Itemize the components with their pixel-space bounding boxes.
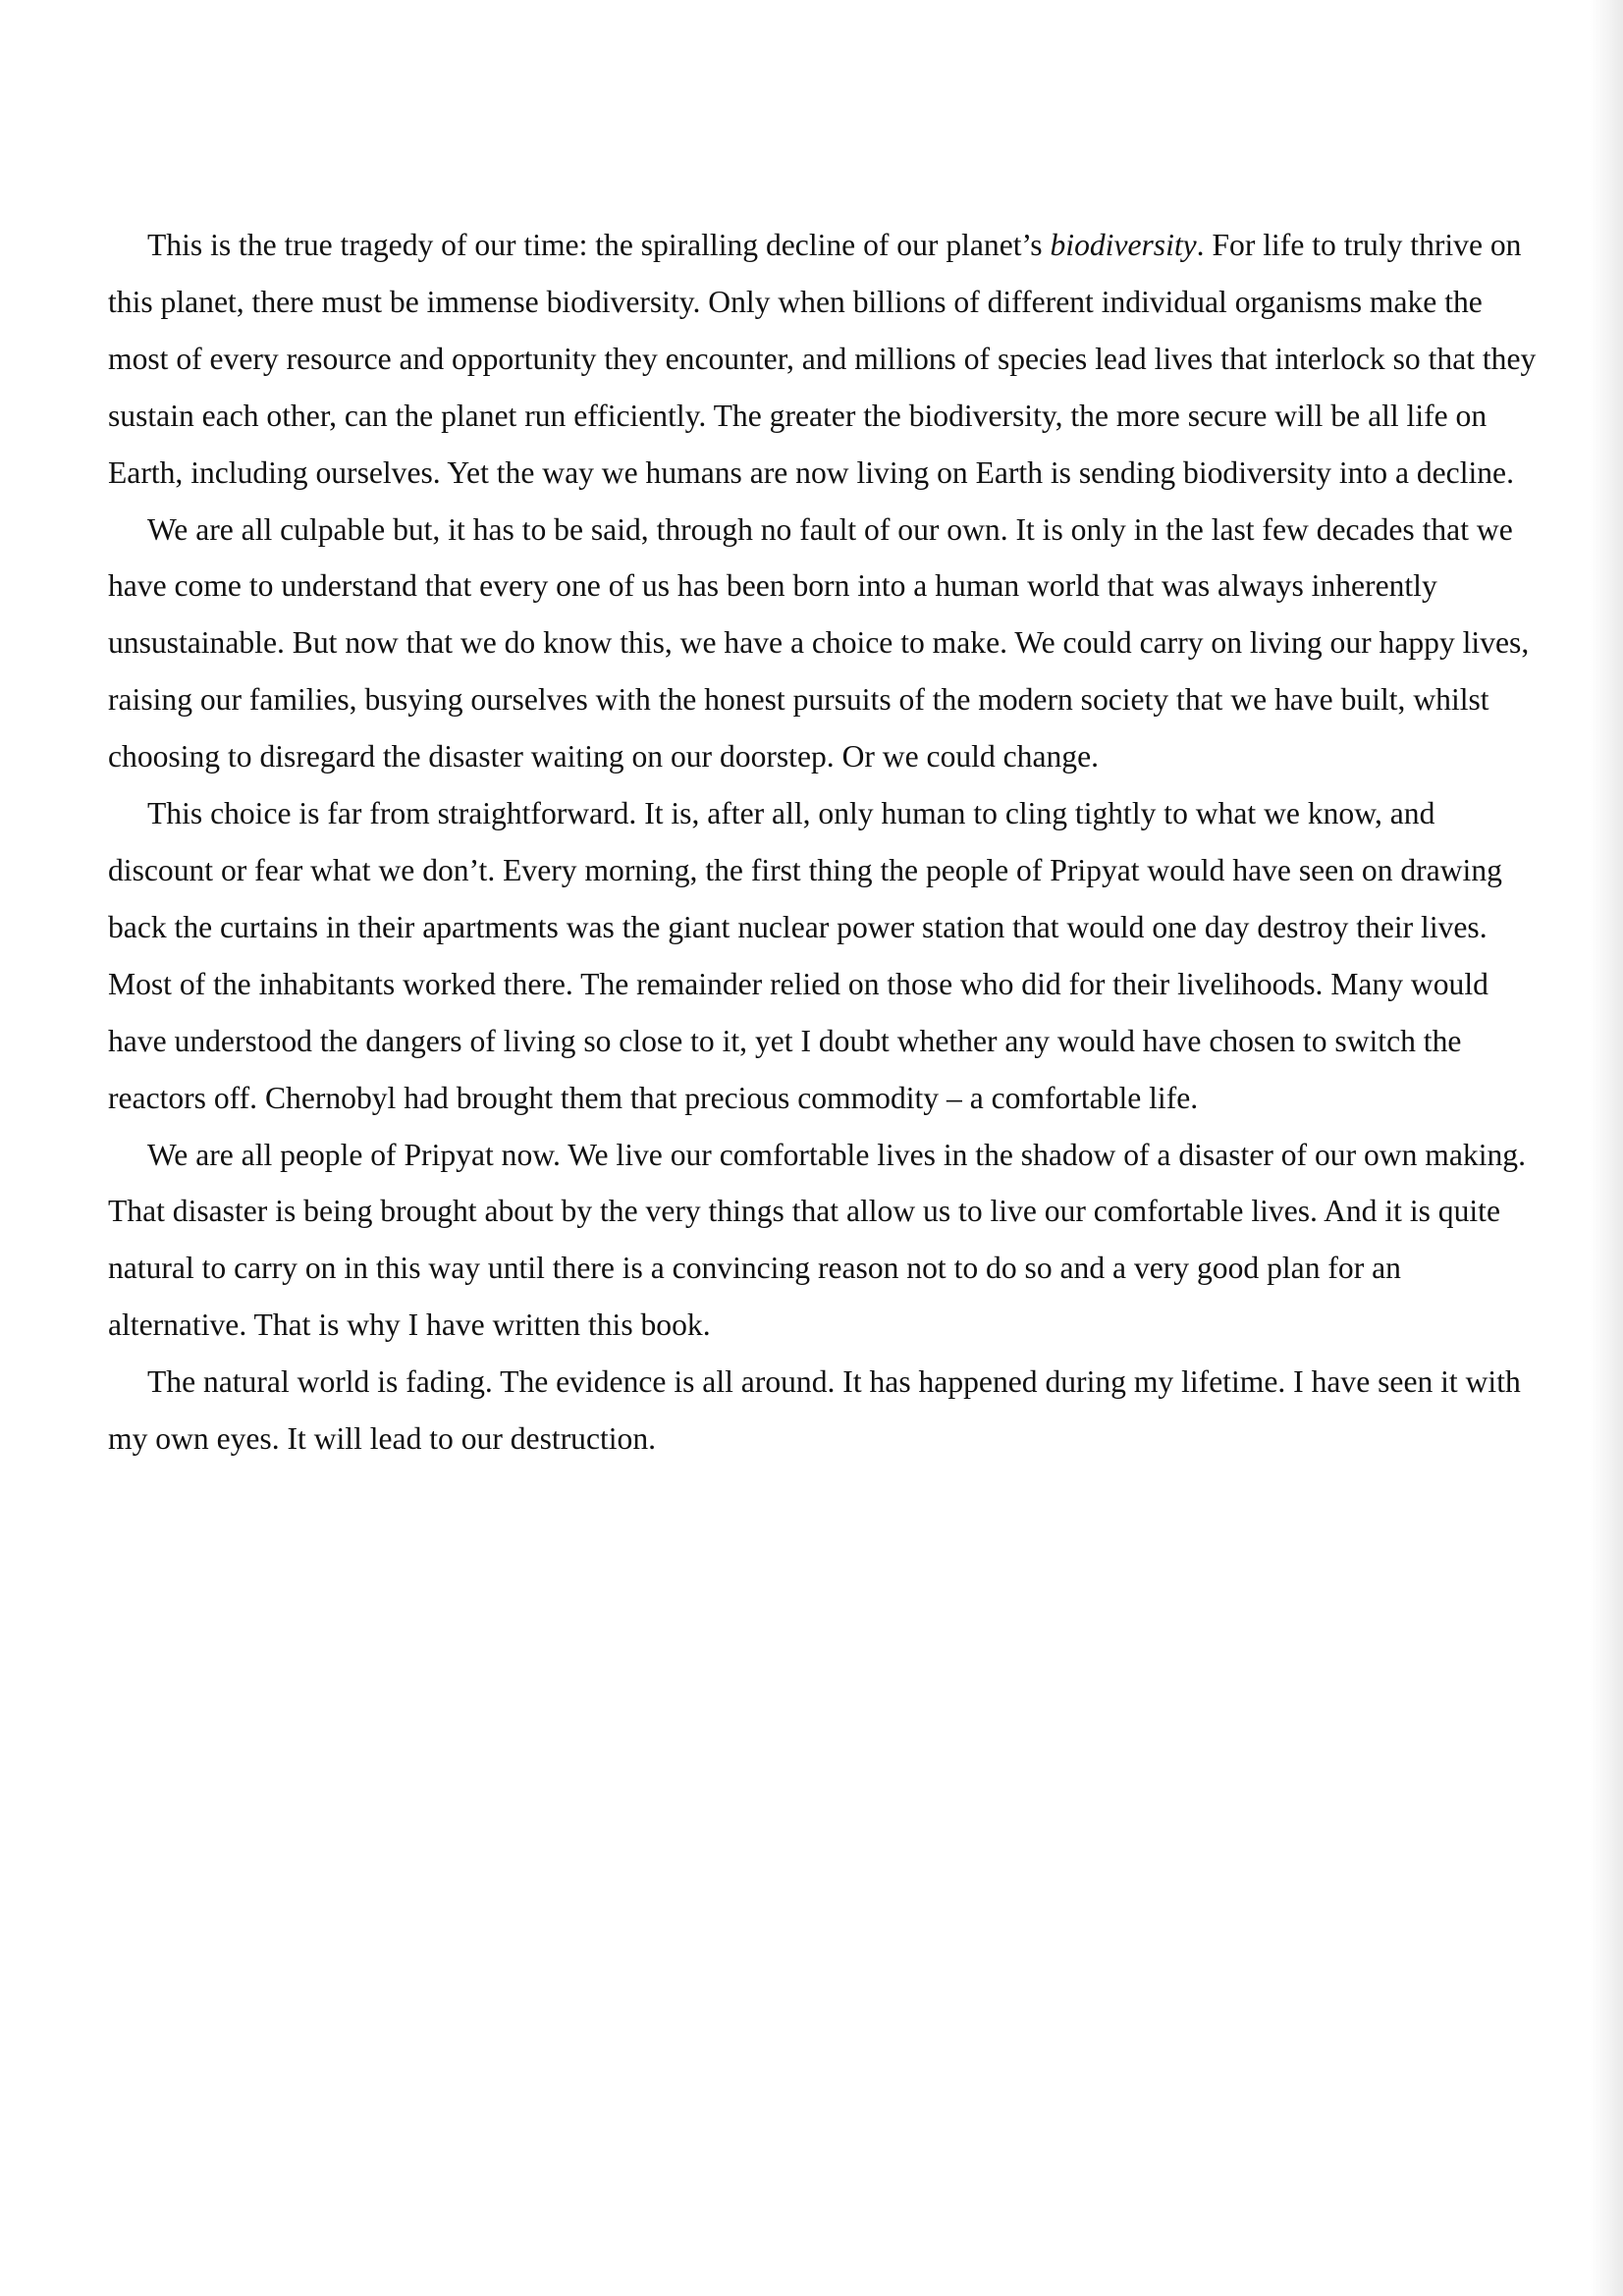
emphasis-biodiversity: biodiversity: [1050, 228, 1197, 262]
paragraph-text: . For life to truly thrive on this planet, there must be immense biodiversity. Only when billions of different individual organisms make the most of every resource and opportunity they encounter, and millions of species lead lives that interlock so that they sustain each other, can the planet run efficiently. The greater the biodiversity, the more secure will be all life on Earth, including ourselves. Yet the way we humans are now living on Earth is sending biodiversity into a decline.: [108, 228, 1537, 490]
paragraph-pripyat-choice: This choice is far from straightforward. It is, after all, only human to cling tightly to what we know, and discount or fear what we don’t. Every morning, the first thing the people of Pripyat would have seen on drawing back the curtains in their apartments was the giant nuclear power station that would one day destroy their lives. Most of the inhabitants worked there. The remainder relied on those who did for their livelihoods. Many would have understood the dangers of living so close to it, yet I doubt whether any would have chosen to switch the reactors off. Chernobyl had brought them that precious commodity – a comfortable life.: [108, 796, 1502, 1115]
body-text: [108, 217, 1542, 1468]
paragraph-people-of-pripyat: We are all people of Pripyat now. We live our comfortable lives in the shadow of a disaster of our own making. That disaster is being brought about by the very things that allow us to live our comfortable lives. And it is quite natural to carry on in this way until there is a convincing reason not to do so and a very good plan for an alternative. That is why I have written this book.: [108, 1137, 1526, 1343]
paragraph-biodiversity-decline: [108, 217, 1542, 502]
page-edge-shadow: [1590, 0, 1623, 2296]
paragraph-natural-world-fading: The natural world is fading. The evidence is all around. It has happened during my lifetime. I have seen it with my own eyes. It will lead to our destruction.: [108, 1364, 1521, 1457]
paragraph-text: This is the true tragedy of our time: the spiralling decline of our planet’s: [147, 228, 1051, 262]
paragraph-culpability: We are all culpable but, it has to be said, through no fault of our own. It is only in the last few decades that we have come to understand that every one of us has been born into a human world that was always inherently unsustainable. But now that we do know this, we have a choice to make. We could carry on living our happy lives, raising our families, busying ourselves with the honest pursuits of the modern society that we have built, whilst choosing to disregard the disaster waiting on our doorstep. Or we could change.: [108, 511, 1530, 774]
